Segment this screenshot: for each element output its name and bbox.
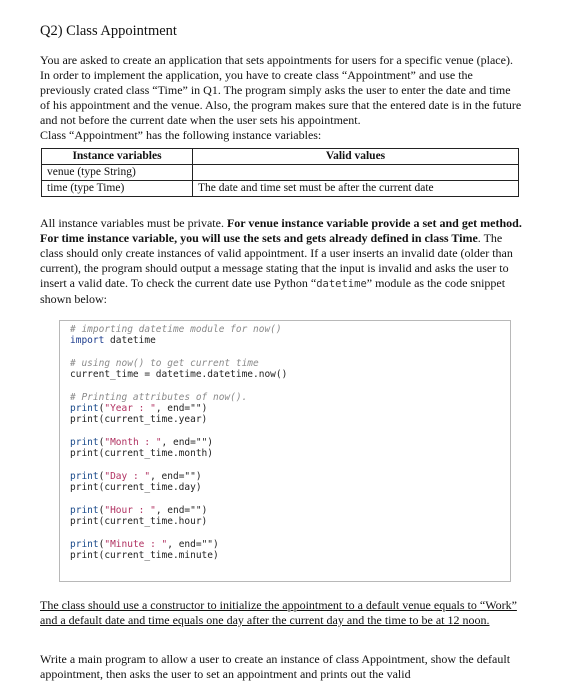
code-line: [70, 335, 502, 346]
code-string: "Day : ": [104, 470, 151, 482]
code-keyword: import: [70, 335, 105, 347]
code-line: [70, 369, 502, 380]
code-text: print(current_time.day): [70, 482, 202, 494]
code-function: print: [70, 436, 99, 448]
code-line: [70, 482, 502, 493]
instance-variables-table: [41, 148, 519, 197]
code-text: , end=""): [161, 436, 214, 448]
code-string: "Minute : ": [104, 538, 168, 550]
code-line: [70, 392, 502, 403]
code-line: print("Month : ", end=""): [70, 436, 214, 448]
code-line: print("Hour : ", end=""): [70, 504, 208, 516]
code-line: print("Day : ", end=""): [70, 470, 202, 482]
question-title: Q2) Class Appointment: [40, 23, 177, 39]
table-row: [42, 165, 519, 181]
code-text: , end=""): [155, 504, 208, 516]
table-cell: venue (type String): [42, 165, 193, 181]
code-line: [70, 358, 502, 369]
table-cell: time (type Time): [42, 181, 193, 197]
instance-variables-intro: Class “Appointment” has the following instance variables:: [40, 128, 322, 142]
table-cell: The date and time set must be after the current date: [193, 181, 519, 197]
code-text: print(current_time.hour): [70, 516, 208, 528]
code-function: print: [70, 538, 99, 550]
code-blank-line: [70, 380, 502, 391]
code-line: print("Minute : ", end=""): [70, 538, 219, 550]
code-text: print(current_time.minute): [70, 549, 219, 561]
code-blank-line: [70, 527, 502, 538]
code-text: , end=""): [150, 470, 202, 482]
table-cell: [193, 165, 519, 181]
code-blank-line: [70, 493, 502, 504]
code-comment: # using now() to get current time: [70, 357, 259, 369]
code-function: print: [70, 504, 99, 516]
code-text: print(current_time.year): [70, 414, 208, 426]
code-blank-line: [70, 460, 502, 471]
code-text: , end=""): [167, 538, 219, 550]
code-text: , end=""): [155, 403, 208, 415]
code-line: [70, 550, 502, 561]
code-function: print: [70, 403, 99, 415]
header-instance-variables: Instance variables: [42, 149, 193, 165]
code-snippet: [59, 320, 511, 582]
intro-section: [40, 53, 522, 143]
table-header-row: [42, 149, 519, 165]
code-string: "Month : ": [104, 436, 162, 448]
code-text: datetime: [104, 335, 156, 347]
code-text: current_time = datetime.datetime.now(): [70, 369, 288, 381]
para-text: All instance variables must be private.: [40, 216, 227, 230]
code-function: print: [70, 470, 99, 482]
para-bold-text: For venue instance variable provide a set and get method. For time instance variable, you will use the sets and gets already defined in class Time: [40, 216, 522, 245]
inline-code-datetime: datetime: [316, 278, 367, 290]
code-comment: # Printing attributes of now().: [70, 391, 248, 403]
code-blank-line: [70, 426, 502, 437]
code-line: print("Year : ", end=""): [70, 403, 208, 415]
code-line: [70, 448, 502, 459]
private-variables-paragraph: [40, 216, 522, 307]
table-row: [42, 181, 519, 197]
code-text: print(current_time.month): [70, 448, 213, 460]
code-string: "Year : ": [104, 403, 156, 415]
intro-paragraph: You are asked to create an application that sets appointments for users for a specific venue (place). In order to implement the application, you have to create class “Appointment” and use the previously crated class “Time” in Q1. The program simply asks the user to enter the date and time of his appointment and the venue. Also, the program makes sure that the entered date is in the future and not before the current date when the user sets his appointment.: [40, 53, 522, 127]
main-program-paragraph: Write a main program to allow a user to create an instance of class Appointment, show the default appointment, then asks the user to set an appointment and prints out the valid: [40, 652, 511, 681]
constructor-note: The class should use a constructor to initialize the appointment to a default venue equals to “Work” and a default date and time equals one day after the current day and the time to be at 12 noon.: [40, 598, 517, 627]
para-text: ” module as the code snippet shown below:: [40, 276, 506, 306]
para-text: . The class should only create instances of valid appointment. If a user inserts an invalid date (older than current), the program should output a message stating that the input is invalid and asks the user to insert a valid date. To check the current date use Python “: [40, 231, 513, 290]
header-valid-values: Valid values: [193, 149, 519, 165]
code-line: [70, 414, 502, 425]
code-line: [70, 324, 502, 335]
code-comment: # importing datetime module for now(): [70, 324, 282, 335]
code-blank-line: [70, 347, 502, 358]
code-string: "Hour : ": [104, 504, 156, 516]
code-line: [70, 516, 502, 527]
